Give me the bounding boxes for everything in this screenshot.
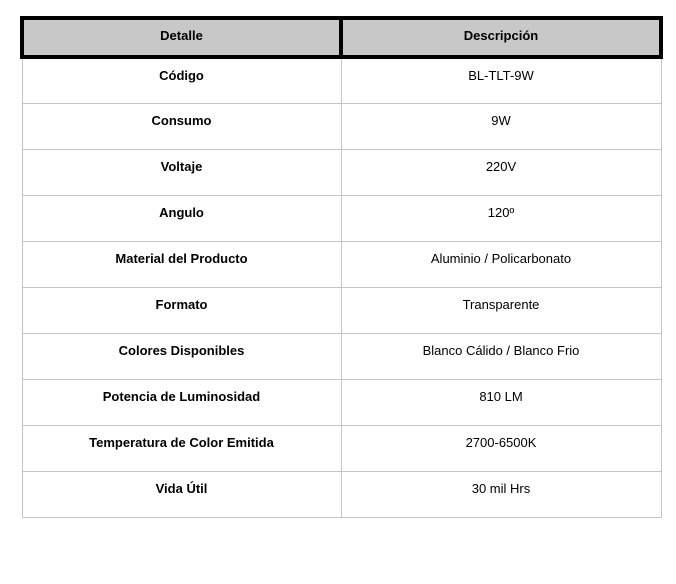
table-header [22,18,661,57]
table-row [22,195,661,241]
row-description: 220V [341,149,661,195]
row-detail: Colores Disponibles [22,333,341,379]
row-description: 810 LM [341,379,661,425]
row-description: BL-TLT-9W [341,57,661,103]
table-row [22,241,661,287]
table-row [22,149,661,195]
table-row [22,287,661,333]
row-description: Aluminio / Policarbonato [341,241,661,287]
table-row [22,57,661,103]
table-row [22,471,661,517]
row-detail: Consumo [22,103,341,149]
row-detail: Potencia de Luminosidad [22,379,341,425]
row-detail: Angulo [22,195,341,241]
row-description: Blanco Cálido / Blanco Frio [341,333,661,379]
row-description: 30 mil Hrs [341,471,661,517]
header-row [22,18,661,57]
table-row [22,103,661,149]
row-description: 120º [341,195,661,241]
row-description: 2700-6500K [341,425,661,471]
table-body [22,57,661,517]
row-detail: Vida Útil [22,471,341,517]
table-row [22,333,661,379]
spec-table [20,16,663,518]
row-description: Transparente [341,287,661,333]
header-description: Descripción [341,18,661,57]
table-row [22,379,661,425]
row-description: 9W [341,103,661,149]
header-detail: Detalle [22,18,341,57]
table-row [22,425,661,471]
row-detail: Voltaje [22,149,341,195]
row-detail: Temperatura de Color Emitida [22,425,341,471]
row-detail: Código [22,57,341,103]
row-detail: Material del Producto [22,241,341,287]
row-detail: Formato [22,287,341,333]
